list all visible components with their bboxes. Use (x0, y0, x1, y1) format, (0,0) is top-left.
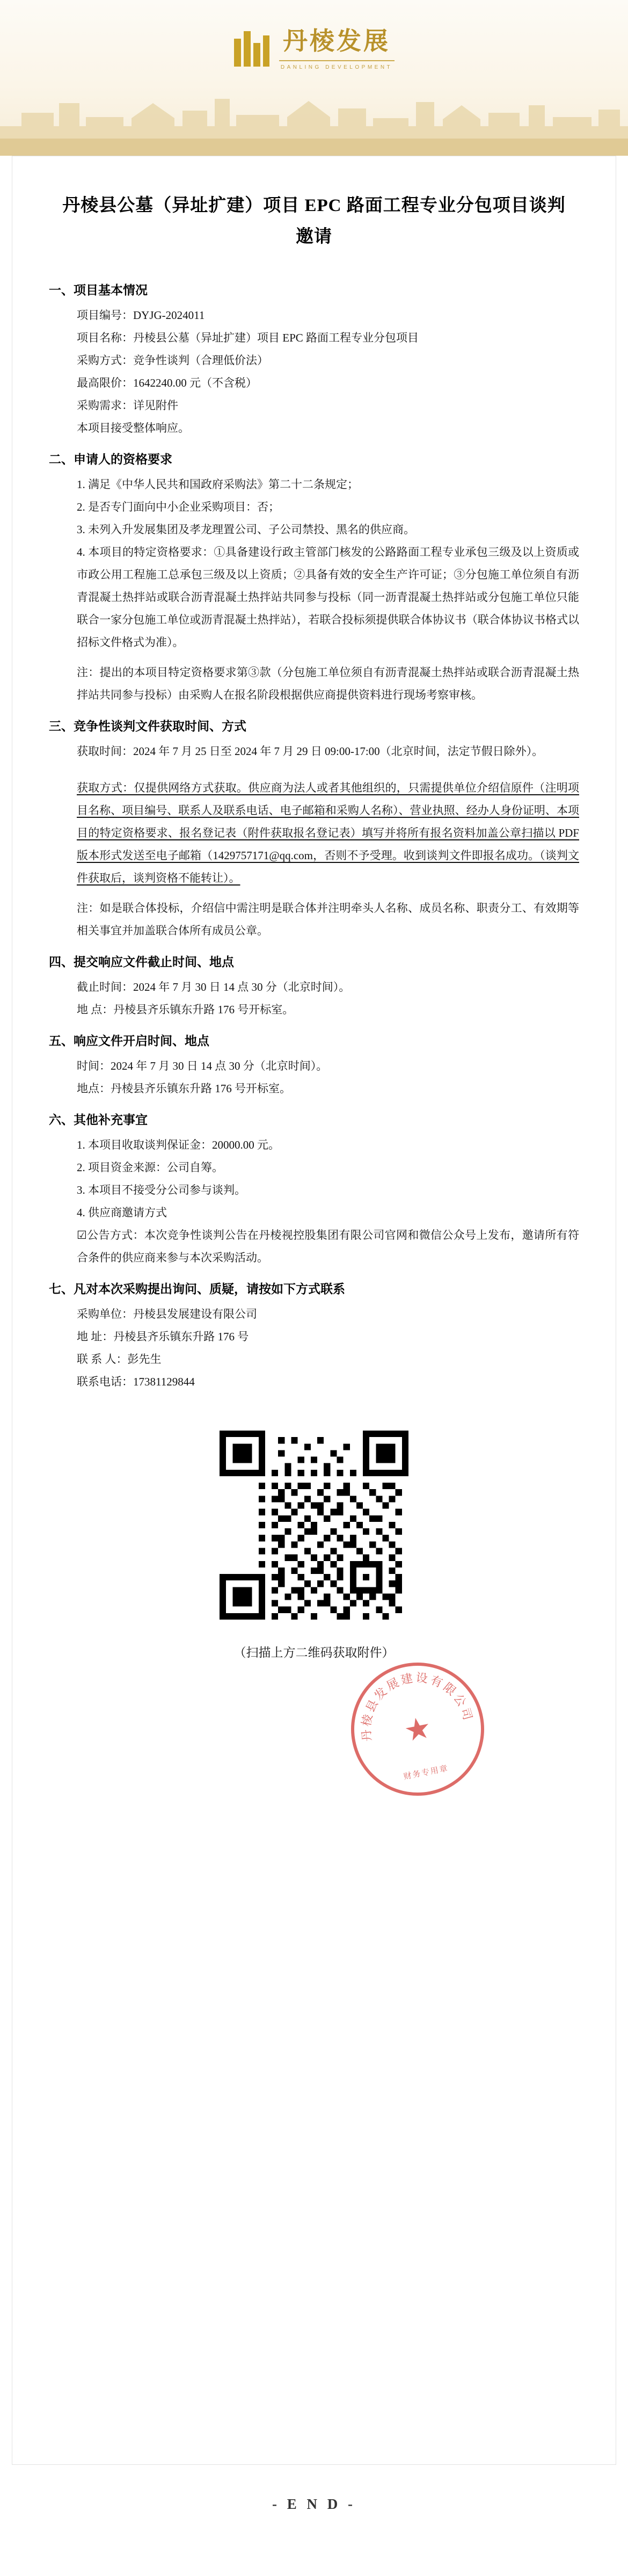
skyline-decoration-icon (0, 75, 628, 156)
contact-unit: 采购单位：丹棱县发展建设有限公司 (77, 1308, 257, 1321)
section-6-line-2: 2. 项目资金来源：公司自筹。 (77, 1161, 223, 1174)
section-2-line-4: 4. 本项目的特定资格要求：①具备建设行政主管部门核发的公路路面工程专业承包三级及以上资质或市政公用工程施工总承包三级及以上资质；②具备有效的安全生产许可证；③分包施工单位须自有沥青混凝土热拌站或联合沥青混凝土热拌站共同参与投标（同一沥青混凝土热拌站或分包施工单位只能联合一家分包施工单位或沥青混凝土热拌站），若联合投标须提供联合体协议书（联合体协议书格式以招标文件格式为准）。 (77, 545, 579, 649)
seal-star-icon: ★ (401, 1709, 434, 1748)
qr-caption: （扫描上方二维码获取附件） (233, 1646, 395, 1660)
section-2-line-3: 3. 未列入升发展集团及孝龙理置公司、子公司禁投、黑名的供应商。 (77, 523, 415, 536)
svg-text:丹棱县发展建设有限公司: 丹棱县发展建设有限公司 (359, 1671, 476, 1743)
section-6-line-3: 3. 本项目不接受分公司参与谈判。 (77, 1184, 246, 1197)
footer-spacer (0, 2537, 628, 2576)
section-heading-5: 五、响应文件开启时间、地点 (49, 1034, 209, 1048)
contact-address: 地 址：丹棱县齐乐镇东升路 176 号 (77, 1330, 249, 1344)
section-1-line-1: 项目编号：DYJG-2024011 (77, 308, 205, 322)
section-heading-2: 二、申请人的资格要求 (49, 452, 172, 466)
section-heading-4: 四、提交响应文件截止时间、地点 (49, 955, 234, 969)
section-3-line-1: 获取时间：2024 年 7 月 25 日至 2024 年 7 月 29 日 09:00-17:00（北京时间，法定节假日除外）。 (77, 744, 544, 758)
section-6-line-1: 1. 本项目收取谈判保证金：20000.00 元。 (77, 1138, 280, 1152)
section-5-line-1: 时间：2024 年 7 月 30 日 14 点 30 分（北京时间）。 (77, 1060, 328, 1073)
qr-code-icon[interactable] (220, 1431, 408, 1620)
section-1-line-4: 最高限价：1642240.00 元（不含税） (77, 376, 257, 389)
section-1-line-5: 采购需求：详见附件 (77, 398, 178, 412)
seal-bottom-text: 财务专用章 (403, 1764, 450, 1782)
section-2-line-1: 1. 满足《中华人民共和国政府采购法》第二十二条规定； (77, 477, 359, 491)
section-3-line-2: 获取方式：仅提供网络方式获取。供应商为法人或者其他组织的，只需提供单位介绍信原件（注明项目名称、项目编号、联系人及联系电话、电子邮箱和采购人名称）、营业执照、经办人身份证明、本项目的特定资格要求、报名登记表（附件获取报名登记表）填写并将所有报名资料加盖公章扫描以 PDF 版本形式发送至电子邮箱（1429757171@qq.com，否则不予受理。收到谈判文件即报名成功。（谈判文件获取后，谈判资格不能转让）。 (77, 781, 579, 884)
section-6-line-5: ☑公告方式：本次竞争性谈判公告在丹棱视控股集团有限公司官网和微信公众号上发布，邀请所有符合条件的供应商来参与本次采购活动。 (77, 1229, 579, 1265)
seal-ring-text (344, 1655, 492, 1804)
brand-name-cn: 丹棱发展 (283, 27, 390, 55)
contact-phone: 联系电话：17381129844 (77, 1375, 195, 1389)
section-heading-7: 七、凡对本次采购提出询问、质疑，请按如下方式联系 (49, 1282, 345, 1296)
header-banner (0, 0, 628, 156)
section-heading-6: 六、其他补充事宜 (49, 1113, 148, 1127)
official-seal (340, 1651, 496, 1808)
section-2-note: 注：提出的本项目特定资格要求第③款（分包施工单位须自有沥青混凝土热拌站或联合沥青混凝土热拌站共同参与投标）由采购人在报名阶段根据供应商提供资料进行现场考察审核。 (77, 665, 579, 701)
section-3-note: 注：如是联合体投标，介绍信中需注明是联合体并注明牵头人名称、成员名称、职责分工、有效期等相关事宜并加盖联合体所有成员公章。 (77, 901, 579, 937)
brand-lockup (0, 28, 628, 70)
section-heading-1: 一、项目基本情况 (49, 283, 148, 297)
section-1-line-2: 项目名称：丹棱县公墓（异址扩建）项目 EPC 路面工程专业分包项目 (77, 331, 419, 344)
page-title: 丹棱县公墓（异址扩建）项目 EPC 路面工程专业分包项目谈判邀请 (62, 196, 566, 246)
section-1-line-6: 本项目接受整体响应。 (77, 421, 189, 434)
brand-divider (279, 60, 395, 61)
document-card (12, 156, 616, 2465)
section-4-line-1: 截止时间：2024 年 7 月 30 日 14 点 30 分（北京时间）。 (77, 981, 350, 994)
footer (0, 2465, 628, 2537)
building-logo-icon (234, 31, 269, 67)
section-5-line-2: 地点：丹棱县齐乐镇东升路 176 号开标室。 (77, 1082, 291, 1095)
section-6-line-4: 4. 供应商邀请方式 (77, 1206, 167, 1220)
end-label: - E N D - (272, 2496, 356, 2512)
section-heading-3: 三、竞争性谈判文件获取时间、方式 (49, 719, 246, 733)
section-4-line-2: 地 点：丹棱县齐乐镇东升路 176 号开标室。 (77, 1003, 294, 1017)
section-1-line-3: 采购方式：竞争性谈判（合理低价法） (77, 353, 268, 367)
qr-section (220, 1431, 408, 1660)
brand-name-en: DANLING DEVELOPMENT (280, 64, 393, 70)
contact-person: 联 系 人：彭先生 (77, 1353, 162, 1366)
section-2-line-2: 2. 是否专门面向中小企业采购项目：否； (77, 500, 280, 513)
